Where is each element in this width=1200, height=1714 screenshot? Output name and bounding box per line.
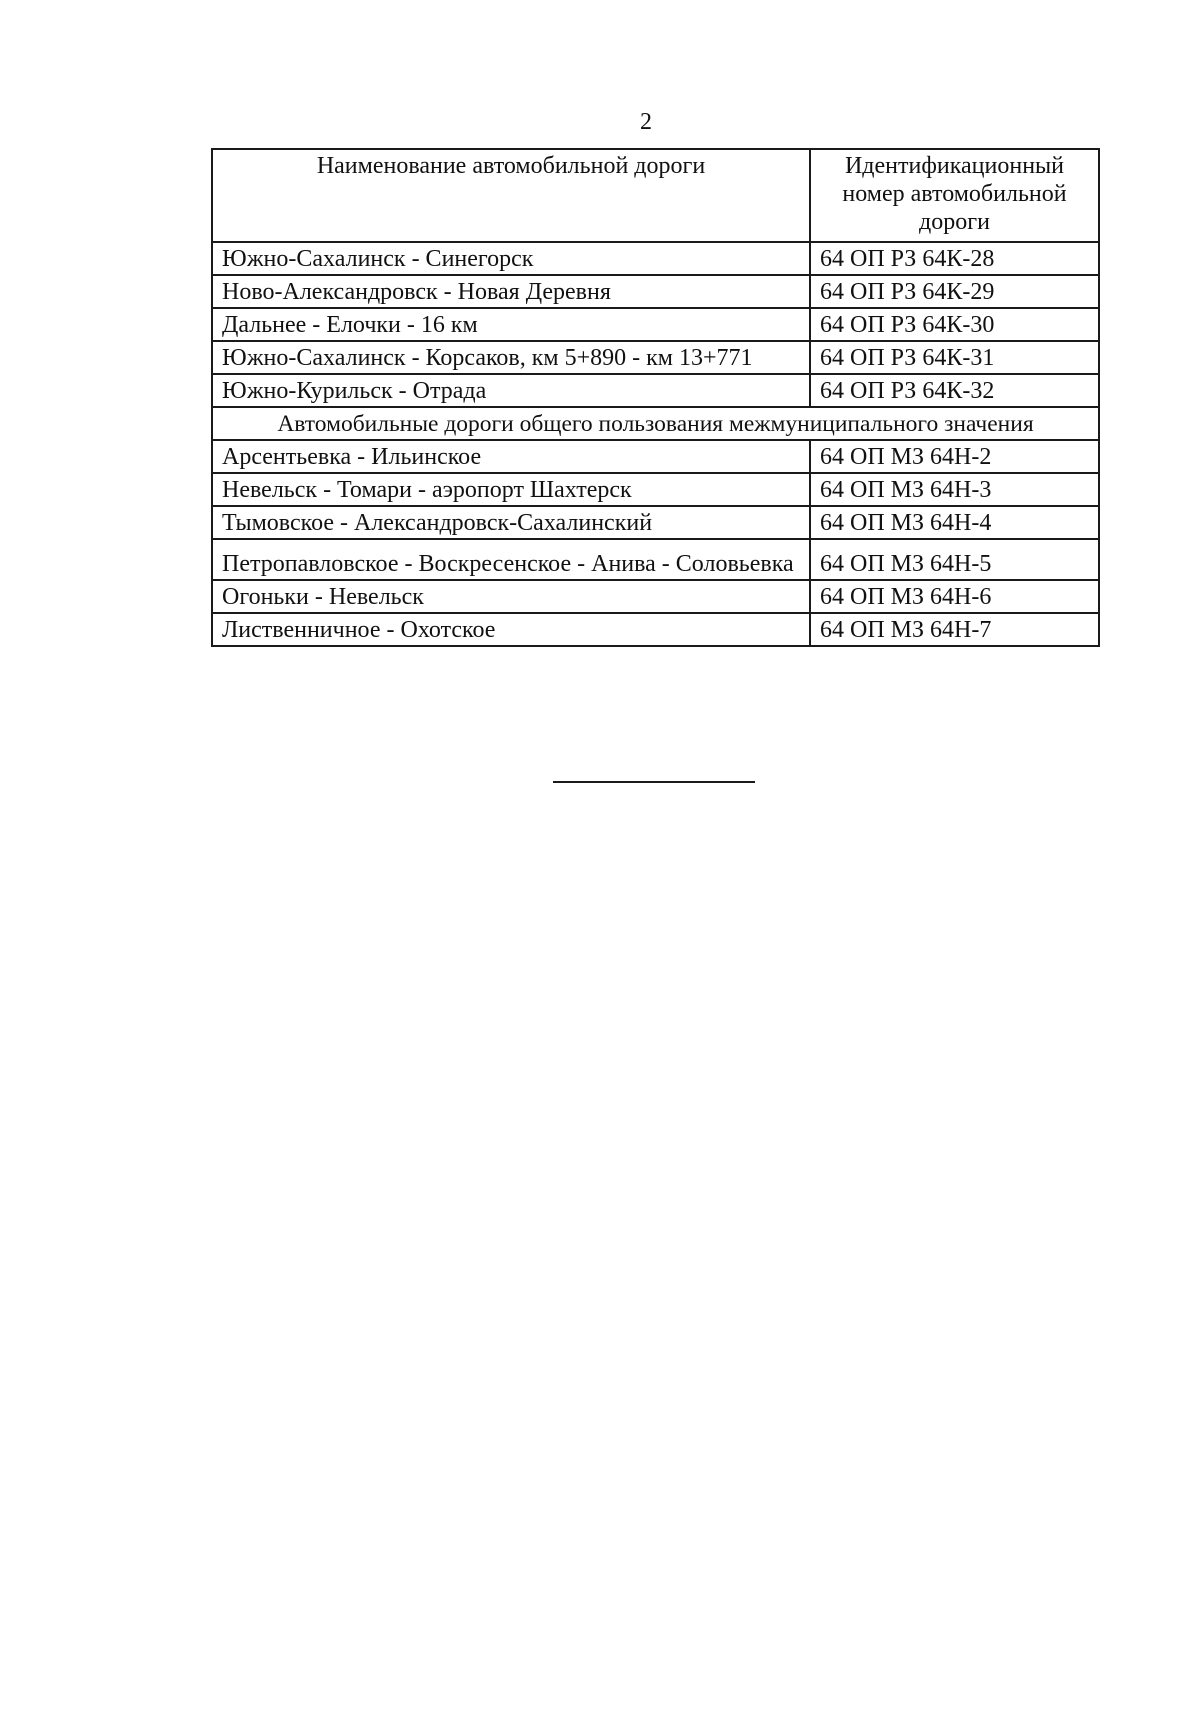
road-id-cell: 64 ОП РЗ 64К-31 [810, 341, 1099, 374]
road-id-cell: 64 ОП МЗ 64Н-3 [810, 473, 1099, 506]
road-id-cell: 64 ОП МЗ 64Н-6 [810, 580, 1099, 613]
table-row [212, 308, 1099, 341]
table-row [212, 374, 1099, 407]
table-row [212, 440, 1099, 473]
end-of-document-rule [553, 781, 755, 783]
table-row [212, 613, 1099, 646]
table-header-row [212, 149, 1099, 242]
section-title: Автомобильные дороги общего пользования межмуниципального значения [212, 407, 1099, 440]
page-number: 2 [640, 109, 652, 135]
section-row [212, 407, 1099, 440]
table-row [212, 341, 1099, 374]
road-id-cell: 64 ОП МЗ 64Н-4 [810, 506, 1099, 539]
table-row [212, 242, 1099, 275]
road-id-cell: 64 ОП РЗ 64К-30 [810, 308, 1099, 341]
roads-table [211, 148, 1100, 647]
table-row [212, 473, 1099, 506]
road-id-cell: 64 ОП РЗ 64К-28 [810, 242, 1099, 275]
table-row [212, 275, 1099, 308]
table-row [212, 539, 1099, 580]
road-name-cell: Тымовское - Александровск-Сахалинский [212, 506, 810, 539]
road-id-cell: 64 ОП МЗ 64Н-2 [810, 440, 1099, 473]
table-row [212, 506, 1099, 539]
column-header-id: Идентификационный номер автомобильной дороги [810, 149, 1099, 242]
road-name-cell: Петропавловское - Воскресенское - Анива - Соловьевка [212, 539, 810, 580]
column-header-name: Наименование автомобильной дороги [212, 149, 810, 242]
road-id-cell: 64 ОП РЗ 64К-32 [810, 374, 1099, 407]
road-id-cell: 64 ОП МЗ 64Н-5 [810, 539, 1099, 580]
road-id-cell: 64 ОП МЗ 64Н-7 [810, 613, 1099, 646]
road-name-cell: Невельск - Томари - аэропорт Шахтерск [212, 473, 810, 506]
road-name-cell: Южно-Сахалинск - Корсаков, км 5+890 - км 13+771 [212, 341, 810, 374]
road-name-cell: Южно-Курильск - Отрада [212, 374, 810, 407]
road-name-cell: Лиственничное - Охотское [212, 613, 810, 646]
road-name-cell: Огоньки - Невельск [212, 580, 810, 613]
road-id-cell: 64 ОП РЗ 64К-29 [810, 275, 1099, 308]
road-name-cell: Дальнее - Елочки - 16 км [212, 308, 810, 341]
table-row [212, 580, 1099, 613]
road-name-cell: Арсентьевка - Ильинское [212, 440, 810, 473]
road-name-cell: Южно-Сахалинск - Синегорск [212, 242, 810, 275]
road-name-cell: Ново-Александровск - Новая Деревня [212, 275, 810, 308]
